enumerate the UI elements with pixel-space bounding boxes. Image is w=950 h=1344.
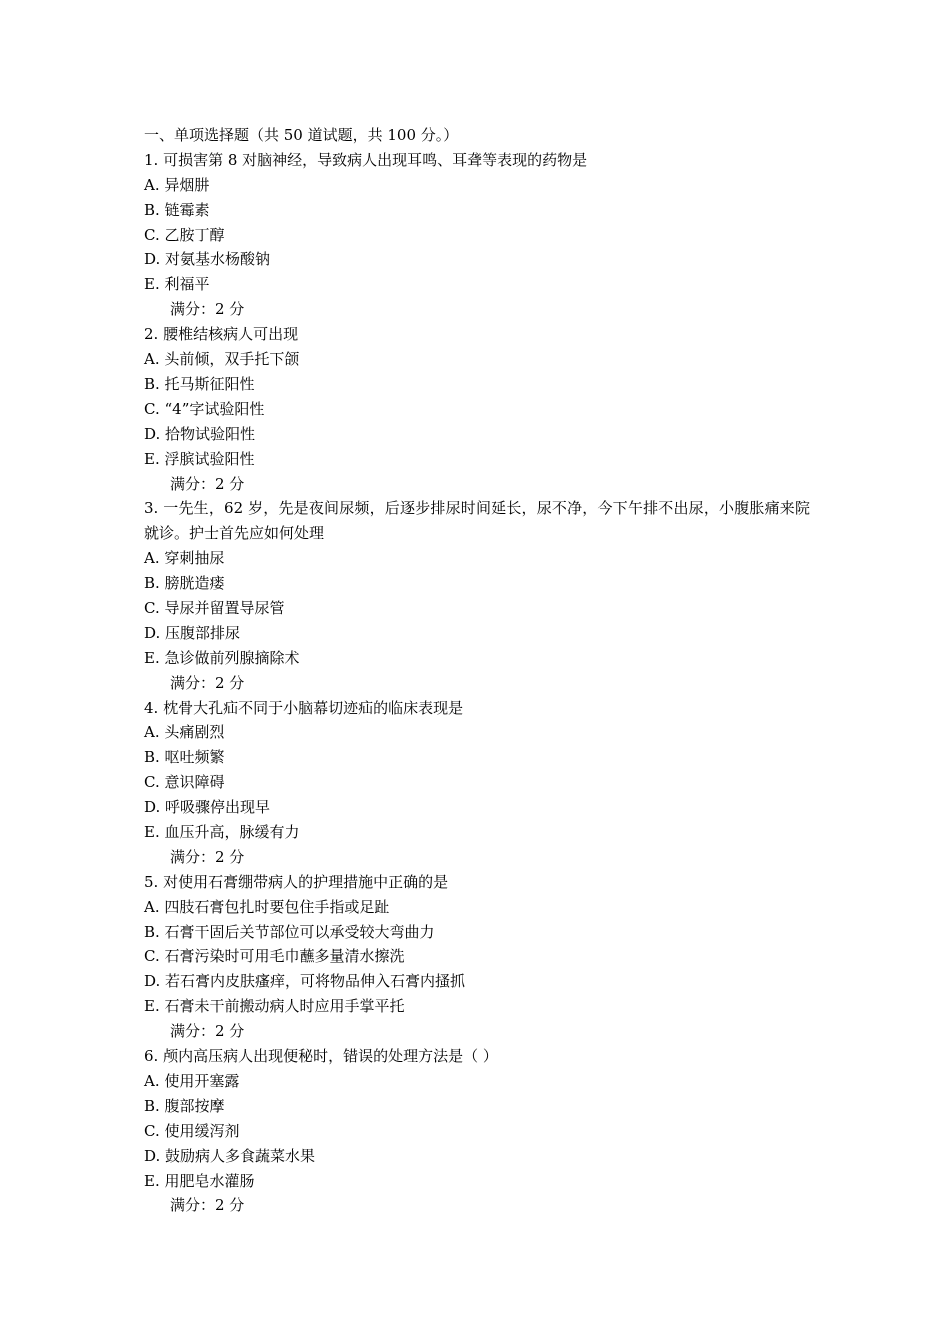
option-e: E. 急诊做前列腺摘除术 — [144, 648, 300, 667]
option-b: B. 呕吐频繁 — [144, 748, 225, 767]
option-d: D. 拾物试验阳性 — [144, 424, 256, 443]
option-b: B. 腹部按摩 — [144, 1096, 225, 1115]
score-label: 满分：2 分 — [170, 474, 245, 493]
option-b: B. 托马斯征阳性 — [144, 374, 255, 393]
option-e: E. 利福平 — [144, 275, 210, 294]
option-e: E. 用肥皂水灌肠 — [144, 1171, 255, 1190]
option-d: D. 对氨基水杨酸钠 — [144, 250, 271, 269]
option-a: A. 头痛剧烈 — [144, 723, 225, 742]
option-d: D. 若石膏内皮肤瘙痒，可将物品伸入石膏内搔抓 — [144, 972, 466, 991]
question-text: 3. 一先生，62 岁，先是夜间尿频，后逐步排尿时间延长，尿不净，今下午排不出尿，小腹胀痛来院就诊。护士首先应如何处理 — [144, 499, 810, 543]
score-label: 满分：2 分 — [170, 1022, 245, 1041]
option-d: D. 鼓励病人多食蔬菜水果 — [144, 1146, 316, 1165]
question-text: 4. 枕骨大孔疝不同于小脑幕切迹疝的临床表现是 — [144, 698, 464, 717]
option-e: E. 石膏未干前搬动病人时应用手掌平托 — [144, 997, 405, 1016]
option-c: C. 石膏污染时可用毛巾蘸多量清水擦洗 — [144, 947, 405, 966]
question-5 — [144, 870, 810, 1044]
question-text: 5. 对使用石膏绷带病人的护理措施中正确的是 — [144, 872, 449, 891]
option-a: A. 四肢石膏包扎时要包住手指或足趾 — [144, 897, 390, 916]
exam-page — [144, 123, 810, 1218]
question-3 — [144, 496, 810, 695]
question-4 — [144, 696, 810, 870]
score-label: 满分：2 分 — [170, 673, 245, 692]
option-c: C. “4”字试验阳性 — [144, 399, 265, 418]
option-a: A. 头前倾，双手托下颌 — [144, 350, 300, 369]
option-e: E. 血压升高，脉缓有力 — [144, 823, 300, 842]
option-b: B. 链霉素 — [144, 200, 210, 219]
option-c: C. 导尿并留置导尿管 — [144, 598, 285, 617]
option-b: B. 石膏干固后关节部位可以承受较大弯曲力 — [144, 922, 435, 941]
question-text: 6. 颅内高压病人出现便秘时，错误的处理方法是（ ） — [144, 1047, 498, 1066]
question-2 — [144, 322, 810, 496]
option-c: C. 意识障碍 — [144, 773, 225, 792]
question-text: 1. 可损害第 8 对脑神经，导致病人出现耳鸣、耳聋等表现的药物是 — [144, 150, 588, 169]
option-d: D. 呼吸骤停出现早 — [144, 798, 271, 817]
question-text: 2. 腰椎结核病人可出现 — [144, 325, 299, 344]
option-c: C. 乙胺丁醇 — [144, 225, 225, 244]
option-d: D. 压腹部排尿 — [144, 623, 241, 642]
option-a: A. 异烟肼 — [144, 175, 210, 194]
score-label: 满分：2 分 — [170, 1196, 245, 1215]
option-a: A. 使用开塞露 — [144, 1071, 240, 1090]
score-label: 满分：2 分 — [170, 300, 245, 319]
score-label: 满分：2 分 — [170, 847, 245, 866]
question-6 — [144, 1044, 810, 1218]
section-title: 一、单项选择题（共 50 道试题，共 100 分。） — [144, 126, 459, 144]
option-e: E. 浮膑试验阳性 — [144, 449, 255, 468]
option-c: C. 使用缓泻剂 — [144, 1121, 240, 1140]
question-1 — [144, 148, 810, 322]
option-b: B. 膀胱造瘘 — [144, 574, 225, 593]
option-a: A. 穿刺抽尿 — [144, 549, 225, 568]
